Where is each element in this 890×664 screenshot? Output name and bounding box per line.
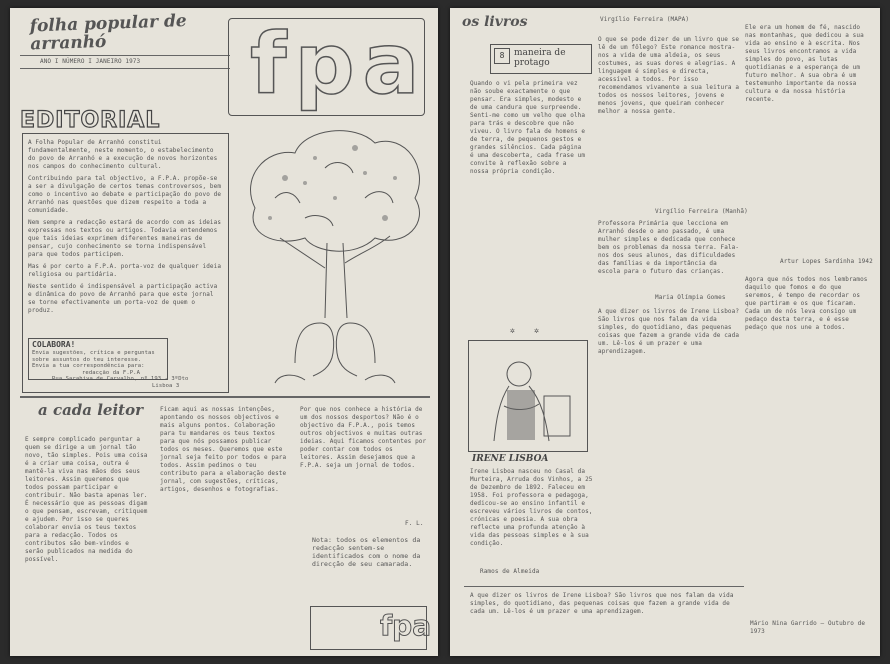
- author-note: Virgílio Ferreira (MAPA): [600, 16, 690, 23]
- footer-fpa-logo: fpa: [380, 609, 432, 642]
- portrait-illustration: [474, 346, 580, 444]
- editorial-paragraph: Nem sempre a redacção estará de acordo com as ideias expressas nos textos ou artigos. Todavia entendemos que tais ideias exprimem diferentes maneiras de pensar, cujo conhecimento se torna indispensável para que todos participem.: [28, 219, 222, 258]
- right-col3b-sign: Mário Nina Garrido — Outubro de 1973: [750, 620, 866, 635]
- star-divider: ✲ ✲: [510, 326, 539, 335]
- callout-line: redacção da F.P.A: [82, 369, 140, 376]
- right-page: [450, 8, 880, 656]
- irene-article-col2: A que dizer os livros de Irene Lisboa? São livros que nos falam da vida simples, do quotidiano, das pequenas coisas que fazem a grande vida de cada um. Lê-los é um prazer e uma aprendizagem.: [598, 308, 740, 355]
- right-col2b: Professora Primária que lecciona em Arranhó desde o ano passado, é uma mulher simples e dedicada que conhece bem os problemas da nossa terra. Fala-nos dos seus alunos, das dificuldades das famílias e da importância da escola para o futuro das crianças.: [598, 220, 740, 275]
- article2-signature: F. L.: [405, 520, 424, 527]
- editorial-paragraph: Mas é por certo a F.P.A. porta-voz de qualquer ideia religiosa ou partidária.: [28, 263, 222, 278]
- right-col2b-sign: Maria Olímpia Gomes: [655, 294, 726, 301]
- tree-illustration: [235, 118, 430, 388]
- callout-line: Rua Sarahiva de Carvalho, nº 193 - 3ºDto: [52, 376, 189, 382]
- article2-col1: É sempre complicado perguntar a quem se dirige a um jornal tão novo, tão simples. Pois uma coisa é a criar uma coisa, outra é mantê-la viva nas mãos dos seus leitores. Assim queremos que todos possam participar e contribuir. Não basta apenas ler. É necessário que as pessoas digam o que pensam, escrevam, critiquem e ajudem. Por isso se queres colaborar envia os teus textos para a redacção. Todos os contributos são bem-vindos e serão publicados na medida do possível.: [25, 436, 148, 563]
- fpa-logo: fpa: [250, 15, 428, 113]
- left-page: [10, 8, 438, 656]
- review-number: 8: [494, 48, 510, 64]
- issue-line: ANO I NÚMERO I JANEIRO 1973: [40, 58, 141, 65]
- article2-heading: a cada leitor: [38, 401, 143, 419]
- colabora-lines: [32, 350, 222, 389]
- callout-line: sobre assuntos do teu interesse.: [32, 356, 142, 363]
- bottom-text: A que dizer os livros de Irene Lisboa? São livros que nos falam da vida simples, do quotidiano, das pequenas coisas que fazem a grande vida de cada um. Lê-los é um prazer e uma aprendizagem.: [470, 592, 734, 615]
- irene-article-body: Irene Lisboa nasceu no Casal da Murteira, Arruda dos Vinhos, a 25 de Dezembro de 1892. Faleceu em 1958. Foi professora e pedagoga, dedicou-se ao ensino infantil e escreveu vários livros de contos, crónicas e poesia. A sua obra reflecte uma profunda atenção à vida das pessoas simples e à sua condição.: [470, 468, 593, 547]
- editorial-note: Nota: todos os elementos da redacção sentem-se identificados com o nome da direcção de seu camarada.: [312, 536, 421, 568]
- callout-line: Lisboa 3: [152, 382, 180, 389]
- callout-line: Envia sugestões, crítica e perguntas: [32, 350, 155, 356]
- irene-article-sign: Ramos de Almeida: [480, 568, 540, 575]
- review-title: maneira de protago: [514, 48, 566, 68]
- callout-line: Envia a tua correspondência para:: [32, 363, 145, 369]
- right-col3: Ele era um homem de fé, nascido nas montanhas, que dedicou a sua vida ao ensino e à escrita. Nos seus livros encontramos a vida simples do povo, as lutas quotidianas e a esperança de um futuro melhor. A sua obra é um testemunho importante da nossa cultura e da nossa história recente.: [745, 24, 864, 103]
- books-heading: os livros: [462, 14, 528, 30]
- portrait-caption: IRENE LISBOA: [472, 454, 549, 464]
- right-col1: Quando o vi pela primeira vez não soube exactamente o que pensar. Era simples, modesto e de uma candura que surpreende. Senti-me como um velho que olha para trás e descobre que não viveu. O livro fala de homens e de terra, de pequenos gestos e grandes silêncios. Cada página é uma descoberta, cada frase um convite à reflexão sobre a nossa própria condição.: [470, 80, 586, 175]
- right-col2-sign: Virgílio Ferreira (Manhã): [655, 208, 748, 215]
- masthead-title: folha popular de arranhó: [29, 11, 187, 55]
- right-col3b: Agora que nós todos nos lembramos daquilo que fomos e do que seremos, é tempo de recordar os que partiram e os que ficaram. Cada um de nós leva consigo um pedaço desta terra, e é esse pedaço que nos une a todos.: [745, 276, 868, 331]
- article2-col2: Ficam aqui as nossas intenções, apontando os nossos objectivos e mais alguns pontos. Colaboração para tu mandares os teus textos para que nós possamos publicar todos os meses. Queremos que este jornal seja feito por todos e para todos. Assim pedimos o teu contributo para a elaboração deste jornal, com sugestões, críticas, artigos, desenhos e fotografias.: [160, 406, 287, 493]
- editorial-body: [28, 139, 223, 349]
- editorial-heading: EDITORIAL: [20, 108, 161, 133]
- right-col3-sign: Artur Lopes Sardinha 1942: [780, 258, 873, 265]
- colabora-heading: COLABORA!: [32, 340, 76, 349]
- editorial-paragraph: Neste sentido é indispensável a participação activa e dinâmica do povo de Arranhó para que este jornal se torne efectivamente um porta-voz de quem o produz.: [28, 283, 218, 314]
- article2-col3: Por que nos conhece a história de um dos nossos desportos? Não é o objectivo da F.P.A., pois temos outros objectivos e muitas outras ideias. Aqui ficamos contentes por poder contar com todos os leitores. Assim desejamos que a F.P.A. seja um jornal de todos.: [300, 406, 427, 469]
- right-col2: O que se pode dizer de um livro que se lê de um fôlego? Este romance mostra-nos a vida de uma aldeia, os seus costumes, as suas dores e alegrias. A linguagem é simples e directa, acessível a todos. Por isso recomendamos vivamente a sua leitura a todos os nossos leitores, jovens e menos jovens, que queiram conhecer melhor a nossa gente.: [598, 36, 740, 115]
- editorial-paragraph: Contribuindo para tal objectivo, a F.P.A. propõe-se a ser a divulgação de certos temas controversos, bem como o incentivo ao debate e participação do povo de Arranhó nas questões que dizem respeito a toda a comunidade.: [28, 175, 222, 214]
- editorial-paragraph: A Folha Popular de Arranhó constitui fundamentalmente, neste momento, o estabelecimento do povo de Arranhó e a execução de novos horizontes nos campos do conhecimento cultural.: [28, 139, 218, 170]
